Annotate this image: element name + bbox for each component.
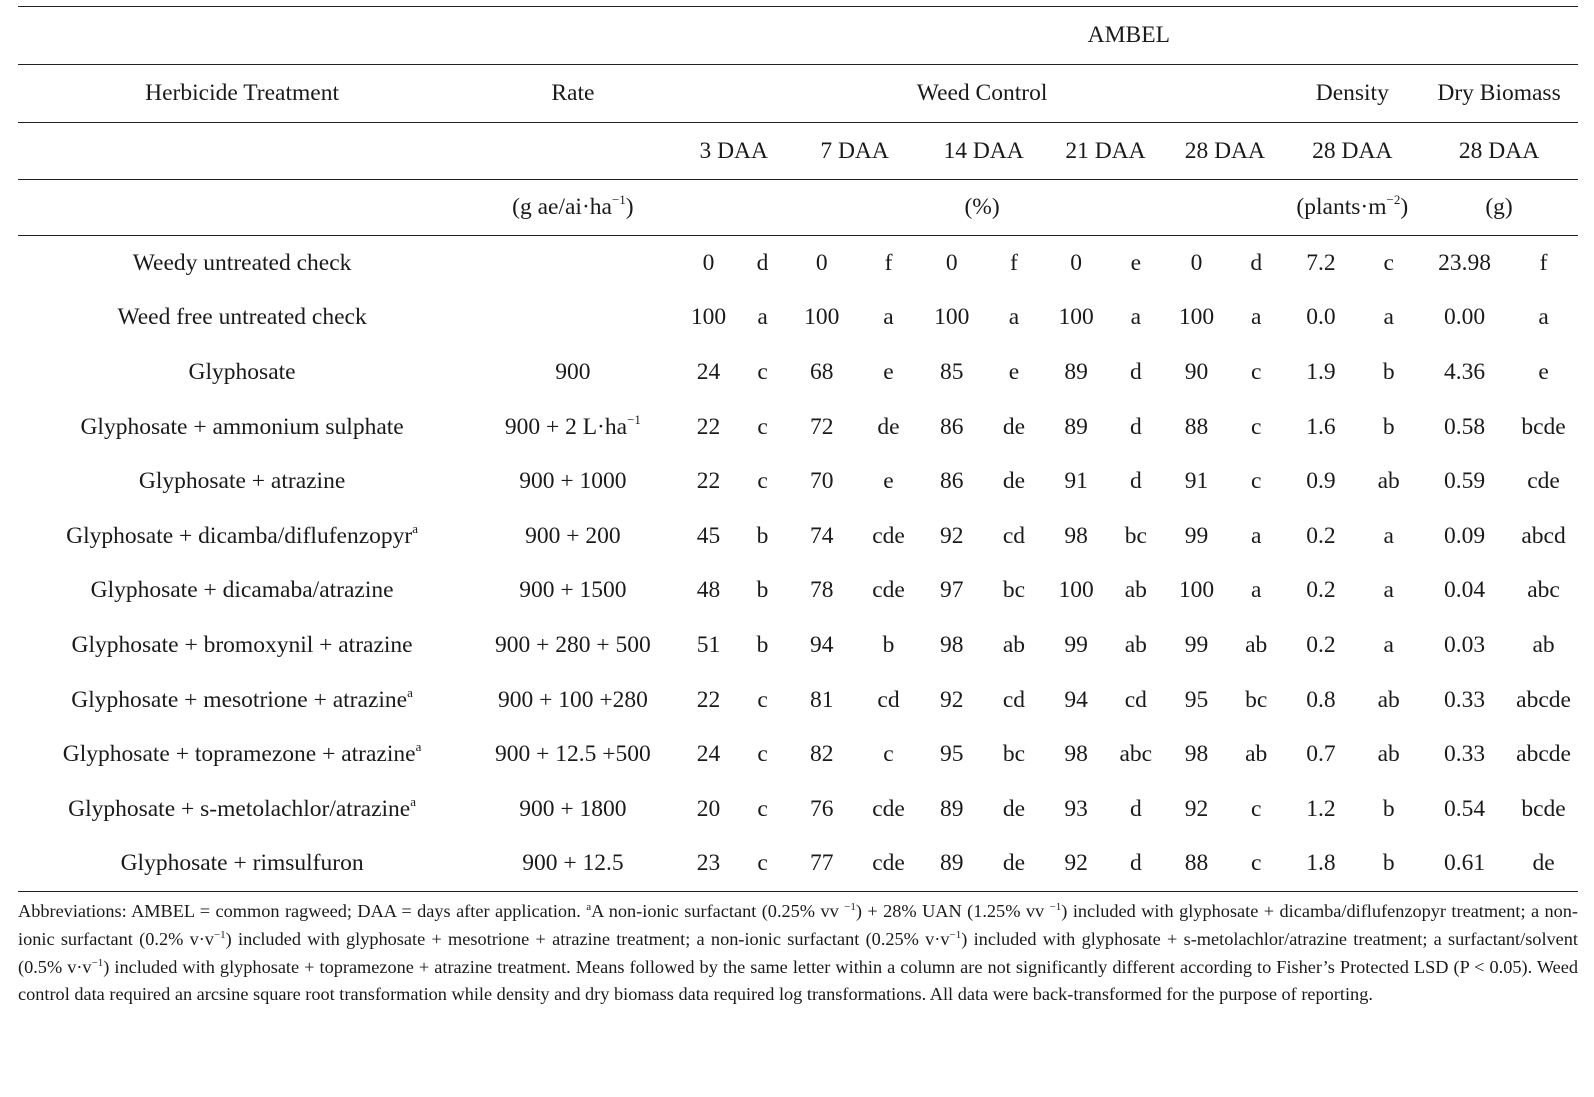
value-cell: 94 <box>809 631 834 658</box>
significance-letter-cell: a <box>1008 304 1020 331</box>
significance-letter-cell: e <box>883 358 894 385</box>
table-row <box>18 618 1578 673</box>
significance-letter-cell: bc <box>1002 577 1026 604</box>
value-cell: 0.8 <box>1306 686 1336 713</box>
value-cell: 0.09 <box>1444 522 1486 549</box>
value-cell: 48 <box>696 577 721 604</box>
significance-letter-cell: de <box>1002 468 1026 495</box>
significance-letter-cell: bcde <box>1521 795 1566 822</box>
significance-letter-cell: d <box>1106 837 1165 892</box>
value-cell: 89 <box>1064 413 1088 440</box>
value-cell: 99 <box>1184 631 1209 658</box>
treatment-cell: Glyphosate + dicamaba/atrazine <box>90 577 394 604</box>
value-cell: 90 <box>1184 358 1209 385</box>
treatment-cell: Glyphosate + mesotrione + atrazine$^a$ <box>71 684 413 713</box>
value-cell: 74 <box>809 522 834 549</box>
table-body <box>18 236 1578 892</box>
value-cell: 92 <box>1046 837 1107 892</box>
significance-letter-cell: ab <box>1377 686 1400 713</box>
significance-letter-cell: c <box>1250 468 1262 495</box>
value-cell: 98 <box>1184 741 1209 768</box>
value-cell: 20 <box>696 795 721 822</box>
significance-letter-cell: de <box>982 837 1046 892</box>
value-cell: 92 <box>939 522 964 549</box>
table-row <box>18 782 1578 837</box>
value-cell: 89 <box>939 795 964 822</box>
value-cell: 0.2 <box>1306 631 1336 658</box>
rate-header: Rate <box>466 65 679 123</box>
value-cell: 0.7 <box>1306 741 1336 768</box>
significance-letter-cell: a <box>1383 577 1394 604</box>
significance-letter-cell: cde <box>856 837 922 892</box>
significance-letter-cell: a <box>1383 304 1394 331</box>
species-header: AMBEL <box>680 7 1578 65</box>
significance-letter-cell: cd <box>1002 686 1026 713</box>
value-cell: 0.2 <box>1306 577 1336 604</box>
treatment-cell: Glyphosate + bromoxynil + atrazine <box>71 631 413 658</box>
significance-letter-cell: b <box>1382 413 1395 440</box>
significance-letter-cell: b <box>882 631 895 658</box>
significance-letter-cell: d <box>1250 249 1263 276</box>
significance-letter-cell: ab <box>1002 631 1026 658</box>
significance-letter-cell: b <box>756 522 769 549</box>
header-row-units <box>18 180 1578 236</box>
treatment-cell: Glyphosate <box>188 358 296 385</box>
timing-3daa: 3 DAA <box>680 123 788 180</box>
significance-letter-cell: de <box>1002 413 1026 440</box>
significance-letter-cell: bc <box>1002 741 1026 768</box>
value-cell: 100 <box>804 304 840 331</box>
significance-letter-cell: de <box>1002 795 1026 822</box>
significance-letter-cell: d <box>1129 468 1142 495</box>
table-row <box>18 400 1578 455</box>
value-cell: 95 <box>1184 686 1209 713</box>
value-cell: 85 <box>939 358 964 385</box>
treatment-cell: Weedy untreated check <box>132 249 352 276</box>
results-table <box>18 6 1578 892</box>
value-cell: 0.59 <box>1444 468 1486 495</box>
rate-cell: 900 + 100 +280 <box>497 686 648 713</box>
rate-cell: 900 + 200 <box>525 522 621 549</box>
significance-letter-cell: bc <box>1245 686 1268 713</box>
value-cell: 70 <box>809 468 834 495</box>
significance-letter-cell: a <box>757 304 768 331</box>
value-cell: 97 <box>939 577 964 604</box>
significance-letter-cell: bc <box>1124 522 1147 549</box>
rate-unit: (g $ae/ai\cdot ha^{-1}$) <box>466 180 679 236</box>
significance-letter-cell: cd <box>1002 522 1026 549</box>
significance-letter-cell: abc <box>1119 741 1153 768</box>
value-cell: 98 <box>1064 522 1088 549</box>
table-row <box>18 837 1578 892</box>
value-cell: 91 <box>1064 468 1088 495</box>
rate-cell: 900 + 1800 <box>519 795 627 822</box>
significance-letter-cell: cde <box>1527 468 1560 495</box>
value-cell: 1.8 <box>1285 837 1358 892</box>
timing-7daa: 7 DAA <box>788 123 922 180</box>
value-cell: 24 <box>696 741 721 768</box>
biomass-unit: (g) <box>1420 180 1578 236</box>
significance-letter-cell: b <box>1382 358 1395 385</box>
value-cell: 1.9 <box>1306 358 1336 385</box>
significance-letter-cell: c <box>1250 358 1262 385</box>
significance-letter-cell: f <box>1539 249 1548 276</box>
significance-letter-cell: b <box>756 577 769 604</box>
value-cell: 78 <box>809 577 834 604</box>
weed-control-unit: (%) <box>680 180 1285 236</box>
significance-letter-cell: e <box>1130 249 1142 276</box>
value-cell: 23.98 <box>1438 249 1491 276</box>
significance-letter-cell: d <box>1129 413 1142 440</box>
table-row <box>18 564 1578 619</box>
value-cell: 0.9 <box>1306 468 1336 495</box>
table-row <box>18 345 1578 400</box>
significance-letter-cell: e <box>883 468 894 495</box>
value-cell: 94 <box>1064 686 1088 713</box>
significance-letter-cell: de <box>1509 837 1578 892</box>
timing-density-28daa: 28 DAA <box>1285 123 1421 180</box>
significance-letter-cell: bcde <box>1521 413 1566 440</box>
value-cell: 88 <box>1165 837 1228 892</box>
value-cell: 92 <box>939 686 964 713</box>
significance-letter-cell: cde <box>872 795 905 822</box>
significance-letter-cell: a <box>1383 631 1394 658</box>
value-cell: 1.6 <box>1306 413 1336 440</box>
value-cell: 72 <box>809 413 834 440</box>
significance-letter-cell: a <box>1383 522 1394 549</box>
value-cell: 7.2 <box>1306 249 1336 276</box>
value-cell: 51 <box>696 631 721 658</box>
value-cell: 82 <box>809 741 834 768</box>
treatment-cell: Glyphosate + ammonium sulphate <box>80 413 404 440</box>
significance-letter-cell: f <box>1010 249 1018 276</box>
value-cell: 0.61 <box>1420 837 1509 892</box>
significance-letter-cell: ab <box>1377 468 1400 495</box>
value-cell: 89 <box>1064 358 1088 385</box>
significance-letter-cell: cde <box>872 522 905 549</box>
significance-letter-cell: c <box>1250 795 1262 822</box>
significance-letter-cell: ab <box>1532 631 1555 658</box>
significance-letter-cell: e <box>1538 358 1549 385</box>
value-cell: 0 <box>815 249 828 276</box>
value-cell: 22 <box>696 686 721 713</box>
value-cell: 81 <box>809 686 834 713</box>
table-row <box>18 673 1578 728</box>
significance-letter-cell: a <box>883 304 894 331</box>
rate-cell: 900 <box>555 358 591 385</box>
value-cell: 89 <box>921 837 982 892</box>
value-cell: 24 <box>696 358 721 385</box>
significance-letter-cell: a <box>1130 304 1142 331</box>
value-cell: 0 <box>1070 249 1083 276</box>
treatment-cell: Glyphosate + rimsulfuron <box>18 837 466 892</box>
treatment-cell: Glyphosate + dicamba/diflufenzopyr$^a$ <box>66 520 418 549</box>
timing-21daa: 21 DAA <box>1046 123 1165 180</box>
value-cell: 88 <box>1184 413 1209 440</box>
significance-letter-cell: b <box>1382 795 1395 822</box>
value-cell: 0 <box>702 249 715 276</box>
significance-letter-cell: abcde <box>1516 741 1571 768</box>
significance-letter-cell: c <box>757 686 768 713</box>
treatment-header: Herbicide Treatment <box>18 65 466 123</box>
significance-letter-cell: a <box>1250 304 1262 331</box>
significance-letter-cell: ab <box>1245 741 1268 768</box>
value-cell: 0.2 <box>1306 522 1336 549</box>
value-cell: 0.0 <box>1306 304 1336 331</box>
value-cell: 76 <box>809 795 834 822</box>
significance-letter-cell: c <box>757 795 768 822</box>
value-cell: 22 <box>696 413 721 440</box>
table-row <box>18 727 1578 782</box>
header-row-timing <box>18 123 1578 180</box>
value-cell: 86 <box>939 468 964 495</box>
significance-letter-cell: c <box>757 468 768 495</box>
timing-biomass-28daa: 28 DAA <box>1420 123 1578 180</box>
value-cell: 68 <box>809 358 834 385</box>
significance-letter-cell: f <box>884 249 893 276</box>
rate-cell <box>466 291 679 346</box>
significance-letter-cell: abcde <box>1516 686 1571 713</box>
value-cell: 0.54 <box>1444 795 1486 822</box>
value-cell: 45 <box>696 522 721 549</box>
significance-letter-cell: a <box>1250 522 1262 549</box>
significance-letter-cell: abcd <box>1521 522 1566 549</box>
value-cell: 99 <box>1064 631 1088 658</box>
value-cell: 77 <box>788 837 856 892</box>
header-row-main <box>18 65 1578 123</box>
treatment-cell: Glyphosate + s-metolachlor/atrazine$^a$ <box>68 793 417 822</box>
value-cell: 95 <box>939 741 964 768</box>
value-cell: 99 <box>1184 522 1209 549</box>
treatment-cell: Glyphosate + topramezone + atrazine$^a$ <box>62 739 422 768</box>
value-cell: 86 <box>939 413 964 440</box>
value-cell: 22 <box>696 468 721 495</box>
value-cell: 0 <box>945 249 958 276</box>
table-row <box>18 454 1578 509</box>
significance-letter-cell: ab <box>1124 631 1147 658</box>
rate-cell: 900 + 280 + 500 <box>495 631 651 658</box>
value-cell: 98 <box>1064 741 1088 768</box>
rate-cell: 900 + 12.5 <box>466 837 679 892</box>
significance-letter-cell: c <box>757 413 768 440</box>
table-row <box>18 509 1578 564</box>
significance-letter-cell: c <box>1250 413 1262 440</box>
significance-letter-cell: ab <box>1124 577 1147 604</box>
value-cell: 0.58 <box>1444 413 1486 440</box>
significance-letter-cell: c <box>883 741 894 768</box>
significance-letter-cell: c <box>757 741 768 768</box>
value-cell: 100 <box>934 304 970 331</box>
value-cell: 0.00 <box>1444 304 1486 331</box>
significance-letter-cell: c <box>757 358 768 385</box>
significance-letter-cell: cd <box>877 686 900 713</box>
value-cell: 100 <box>1178 304 1215 331</box>
value-cell: 100 <box>1058 304 1094 331</box>
treatment-cell: Weed free untreated check <box>117 304 367 331</box>
significance-letter-cell: d <box>756 249 769 276</box>
rate-cell <box>466 236 679 291</box>
value-cell: 100 <box>690 304 727 331</box>
significance-letter-cell: a <box>1250 577 1262 604</box>
table-footnote: Abbreviations: AMBEL = common ragweed; DAA = days after application. $^a$A non-ionic surfactant (0.25% vv $^{-1}$) + 28% UAN (1.25% vv $^{-1}$) included with glyphosate + dicamba/diflufenzopyr treatment; a non-ionic surfactant (0.2% $v\cdot v^{-1}$) included with glyphosate + mesotrione + atrazine treatment; a non-ionic surfactant (0.25% $v\cdot v^{-1}$) included with glyphosate + s-metolachlor/atrazine treatment; a surfactant/solvent (0.5% $v\cdot v^{-1}$) included with glyphosate + topramezone + atrazine treatment. Means followed by the same letter within a column are not significantly different according to Fisher’s Protected LSD (P < 0.05). Weed control data required an arcsine square root transformation while density and dry biomass data required log transformations. All data were back-transformed for the purpose of reporting. <box>18 901 1579 1005</box>
dry-biomass-header: Dry Biomass <box>1420 65 1578 123</box>
header-row-group <box>18 7 1578 65</box>
significance-letter-cell: cd <box>1124 686 1147 713</box>
value-cell: 92 <box>1184 795 1209 822</box>
table-row <box>18 236 1578 291</box>
value-cell: 91 <box>1184 468 1209 495</box>
value-cell: 4.36 <box>1444 358 1486 385</box>
value-cell: 93 <box>1064 795 1088 822</box>
significance-letter-cell: b <box>756 631 769 658</box>
table-row <box>18 291 1578 346</box>
significance-letter-cell: e <box>1008 358 1020 385</box>
significance-letter-cell: abc <box>1527 577 1560 604</box>
value-cell: 0.33 <box>1444 686 1486 713</box>
significance-letter-cell: d <box>1129 795 1142 822</box>
significance-letter-cell: a <box>1538 304 1549 331</box>
significance-letter-cell: de <box>877 413 900 440</box>
value-cell: 0.03 <box>1444 631 1486 658</box>
significance-letter-cell: c <box>737 837 788 892</box>
value-cell: 23 <box>680 837 738 892</box>
significance-letter-cell: c <box>1228 837 1285 892</box>
significance-letter-cell: ab <box>1377 741 1400 768</box>
value-cell: 1.2 <box>1306 795 1336 822</box>
treatment-cell: Glyphosate + atrazine <box>138 468 346 495</box>
significance-letter-cell: b <box>1357 837 1420 892</box>
density-unit: $(plants\cdot m^{-2})$ <box>1285 180 1421 236</box>
rate-cell: 900 + 12.5 +500 <box>495 741 651 768</box>
rate-cell: 900 + 1500 <box>519 577 627 604</box>
significance-letter-cell: cde <box>872 577 905 604</box>
rate-cell: 900 + 1000 <box>519 468 627 495</box>
density-header: Density <box>1285 65 1421 123</box>
value-cell: 100 <box>1058 577 1094 604</box>
rate-cell: 900 + 2 $L\cdot ha^{-1}$ <box>504 411 641 440</box>
timing-14daa: 14 DAA <box>921 123 1045 180</box>
value-cell: 0 <box>1190 249 1203 276</box>
value-cell: 0.33 <box>1444 741 1486 768</box>
value-cell: 0.04 <box>1444 577 1486 604</box>
value-cell: 100 <box>1178 577 1215 604</box>
significance-letter-cell: d <box>1129 358 1142 385</box>
timing-28daa: 28 DAA <box>1165 123 1284 180</box>
value-cell: 98 <box>939 631 964 658</box>
significance-letter-cell: ab <box>1245 631 1268 658</box>
significance-letter-cell: c <box>1383 249 1394 276</box>
weed-control-header: Weed Control <box>680 65 1285 123</box>
